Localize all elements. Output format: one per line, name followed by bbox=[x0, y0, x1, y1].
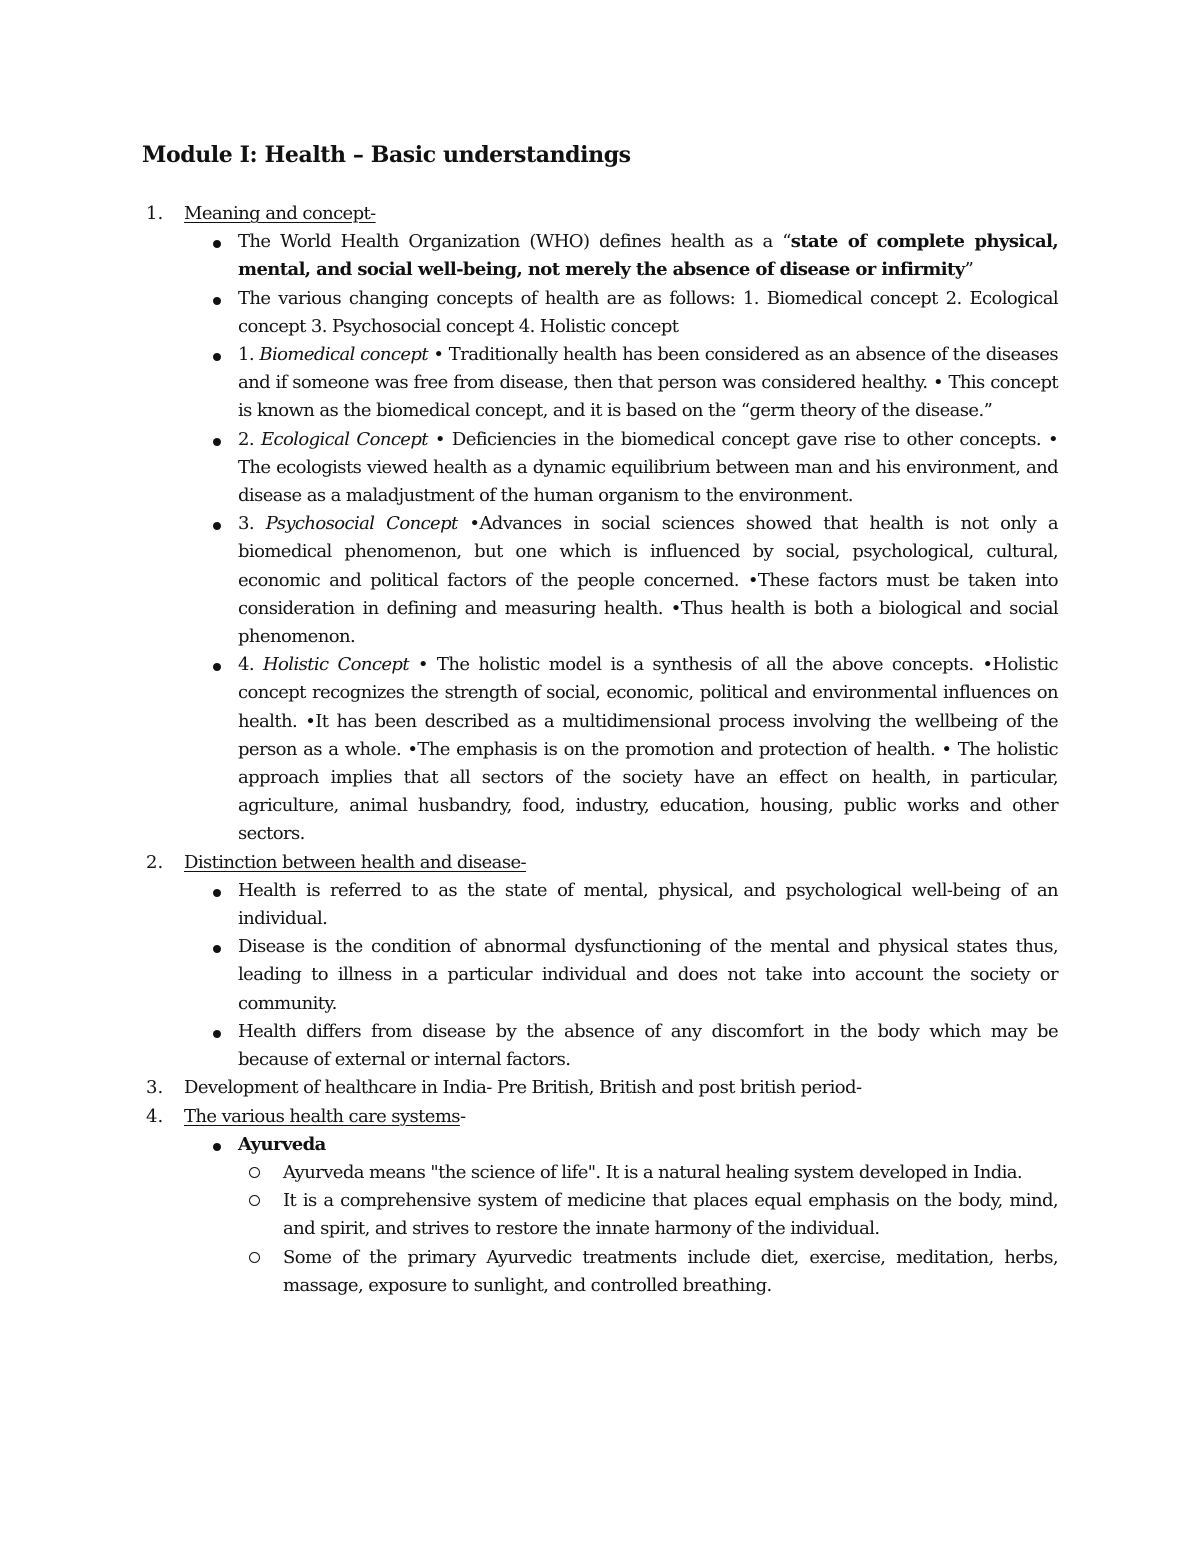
bullet-text: Health differs from disease by the absence of any discomfort in the body which may be because of external or internal factors. bbox=[238, 1020, 1058, 1071]
bullet-disease-definition bbox=[184, 933, 1058, 1018]
bullet-list bbox=[184, 228, 1058, 848]
bullet-holistic-concept bbox=[184, 651, 1058, 848]
bullet-text: • Traditionally health has been considered as an absence of the diseases and if someone was free from disease, then that person was considered healthy. • This concept is known as the biomedical concept, and it is based on the “germ theory of the disease.” bbox=[238, 344, 1058, 422]
bullet-biomedical-concept bbox=[184, 341, 1058, 426]
bullet-text: The various changing concepts of health are as follows: 1. Biomedical concept 2. Ecological concept 3. Psychosocial concept 4. Holistic concept bbox=[238, 287, 1058, 337]
section-heading: The various health care systems bbox=[184, 1105, 460, 1127]
section-number: 2. bbox=[146, 851, 164, 873]
bullet-list bbox=[184, 877, 1058, 1074]
point-text: Some of the primary Ayurvedic treatments include diet, exercise, meditation, herbs, massage, exposure to sunlight, and controlled breathing. bbox=[283, 1246, 1058, 1296]
section-distinction bbox=[142, 849, 1058, 1075]
section-health-care-systems bbox=[142, 1103, 1058, 1300]
section-meaning-and-concept bbox=[142, 200, 1058, 849]
bullet-text: The World Health Organization (WHO) defines health as a “ bbox=[238, 231, 791, 253]
section-heading-suffix: - bbox=[459, 1105, 466, 1127]
ayurveda-point bbox=[238, 1244, 1058, 1300]
ayurveda-label: Ayurveda bbox=[238, 1133, 326, 1155]
bullet-text: 3. bbox=[238, 513, 266, 535]
bullet-text: • Deficiencies in the biomedical concept gave rise to other concepts. • The ecologists viewed health as a dynamic equilibrium between man and his environment, and disease as a maladjustment of the human organism to the environment. bbox=[238, 428, 1058, 507]
section-number: 3. bbox=[146, 1077, 164, 1099]
bullet-health-vs-disease bbox=[184, 1018, 1058, 1074]
section-list bbox=[142, 200, 1058, 1300]
who-definition-bold: state of complete physical, mental, and social well-being, not merely the absence of disease or infirmity bbox=[238, 231, 1058, 281]
section-heading: Distinction between health and disease- bbox=[184, 851, 526, 873]
bullet-list bbox=[184, 1131, 1058, 1300]
bullet-text: Health is referred to as the state of mental, physical, and psychological well-being of an individual. bbox=[238, 879, 1058, 930]
bullet-health-definition bbox=[184, 877, 1058, 933]
bullet-changing-concepts bbox=[184, 285, 1058, 341]
section-heading: Development of healthcare in India- Pre British, British and post british period- bbox=[184, 1077, 862, 1099]
bullet-who-definition bbox=[184, 228, 1058, 284]
page-title: Module I: Health – Basic understandings bbox=[142, 142, 631, 168]
bullet-text: 4. bbox=[238, 654, 263, 676]
section-heading: Meaning and concept- bbox=[184, 203, 376, 224]
ayurveda-points bbox=[238, 1159, 1058, 1300]
concept-name: Holistic Concept bbox=[262, 654, 409, 676]
bullet-text: ” bbox=[964, 259, 974, 281]
bullet-ayurveda bbox=[184, 1131, 1058, 1300]
bullet-text: 1. bbox=[238, 344, 260, 366]
section-development-of-healthcare bbox=[142, 1074, 1058, 1102]
section-number: 4. bbox=[146, 1105, 164, 1127]
point-text: It is a comprehensive system of medicine that places equal emphasis on the body, mind, and spirit, and strives to restore the innate harmony of the individual. bbox=[283, 1190, 1058, 1240]
ayurveda-point bbox=[238, 1159, 1058, 1187]
ayurveda-point bbox=[238, 1187, 1058, 1243]
section-number: 1. bbox=[146, 203, 164, 224]
bullet-text: Disease is the condition of abnormal dysfunctioning of the mental and physical states thus, leading to illness in a particular individual and does not take into account the society or community. bbox=[238, 936, 1058, 1014]
concept-name: Ecological Concept bbox=[260, 428, 428, 450]
bullet-text: 2. bbox=[238, 428, 261, 450]
bullet-text: •Advances in social sciences showed that health is not only a biomedical phenomenon, but one which is influenced by social, psychological, cultural, economic and political factors of the people concerned. •These factors must be taken into consideration in defining and measuring health. •Thus health is both a biological and social phenomenon. bbox=[238, 513, 1058, 648]
bullet-ecological-concept bbox=[184, 426, 1058, 511]
bullet-text: • The holistic model is a synthesis of all the above concepts. •Holistic concept recognizes the strength of social, economic, political and environmental influences on health. •It has been described as a multidimensional process involving the wellbeing of the person as a whole. •The emphasis is on the promotion and protection of health. • The holistic approach implies that all sectors of the society have an effect on health, in particular, agriculture, animal husbandry, food, industry, education, housing, public works and other sectors. bbox=[238, 654, 1058, 845]
concept-name: Biomedical concept bbox=[259, 344, 428, 366]
bullet-psychosocial-concept bbox=[184, 510, 1058, 651]
concept-name: Psychosocial Concept bbox=[265, 513, 458, 535]
point-text: Ayurveda means "the science of life". It is a natural healing system developed in India. bbox=[283, 1161, 1023, 1183]
